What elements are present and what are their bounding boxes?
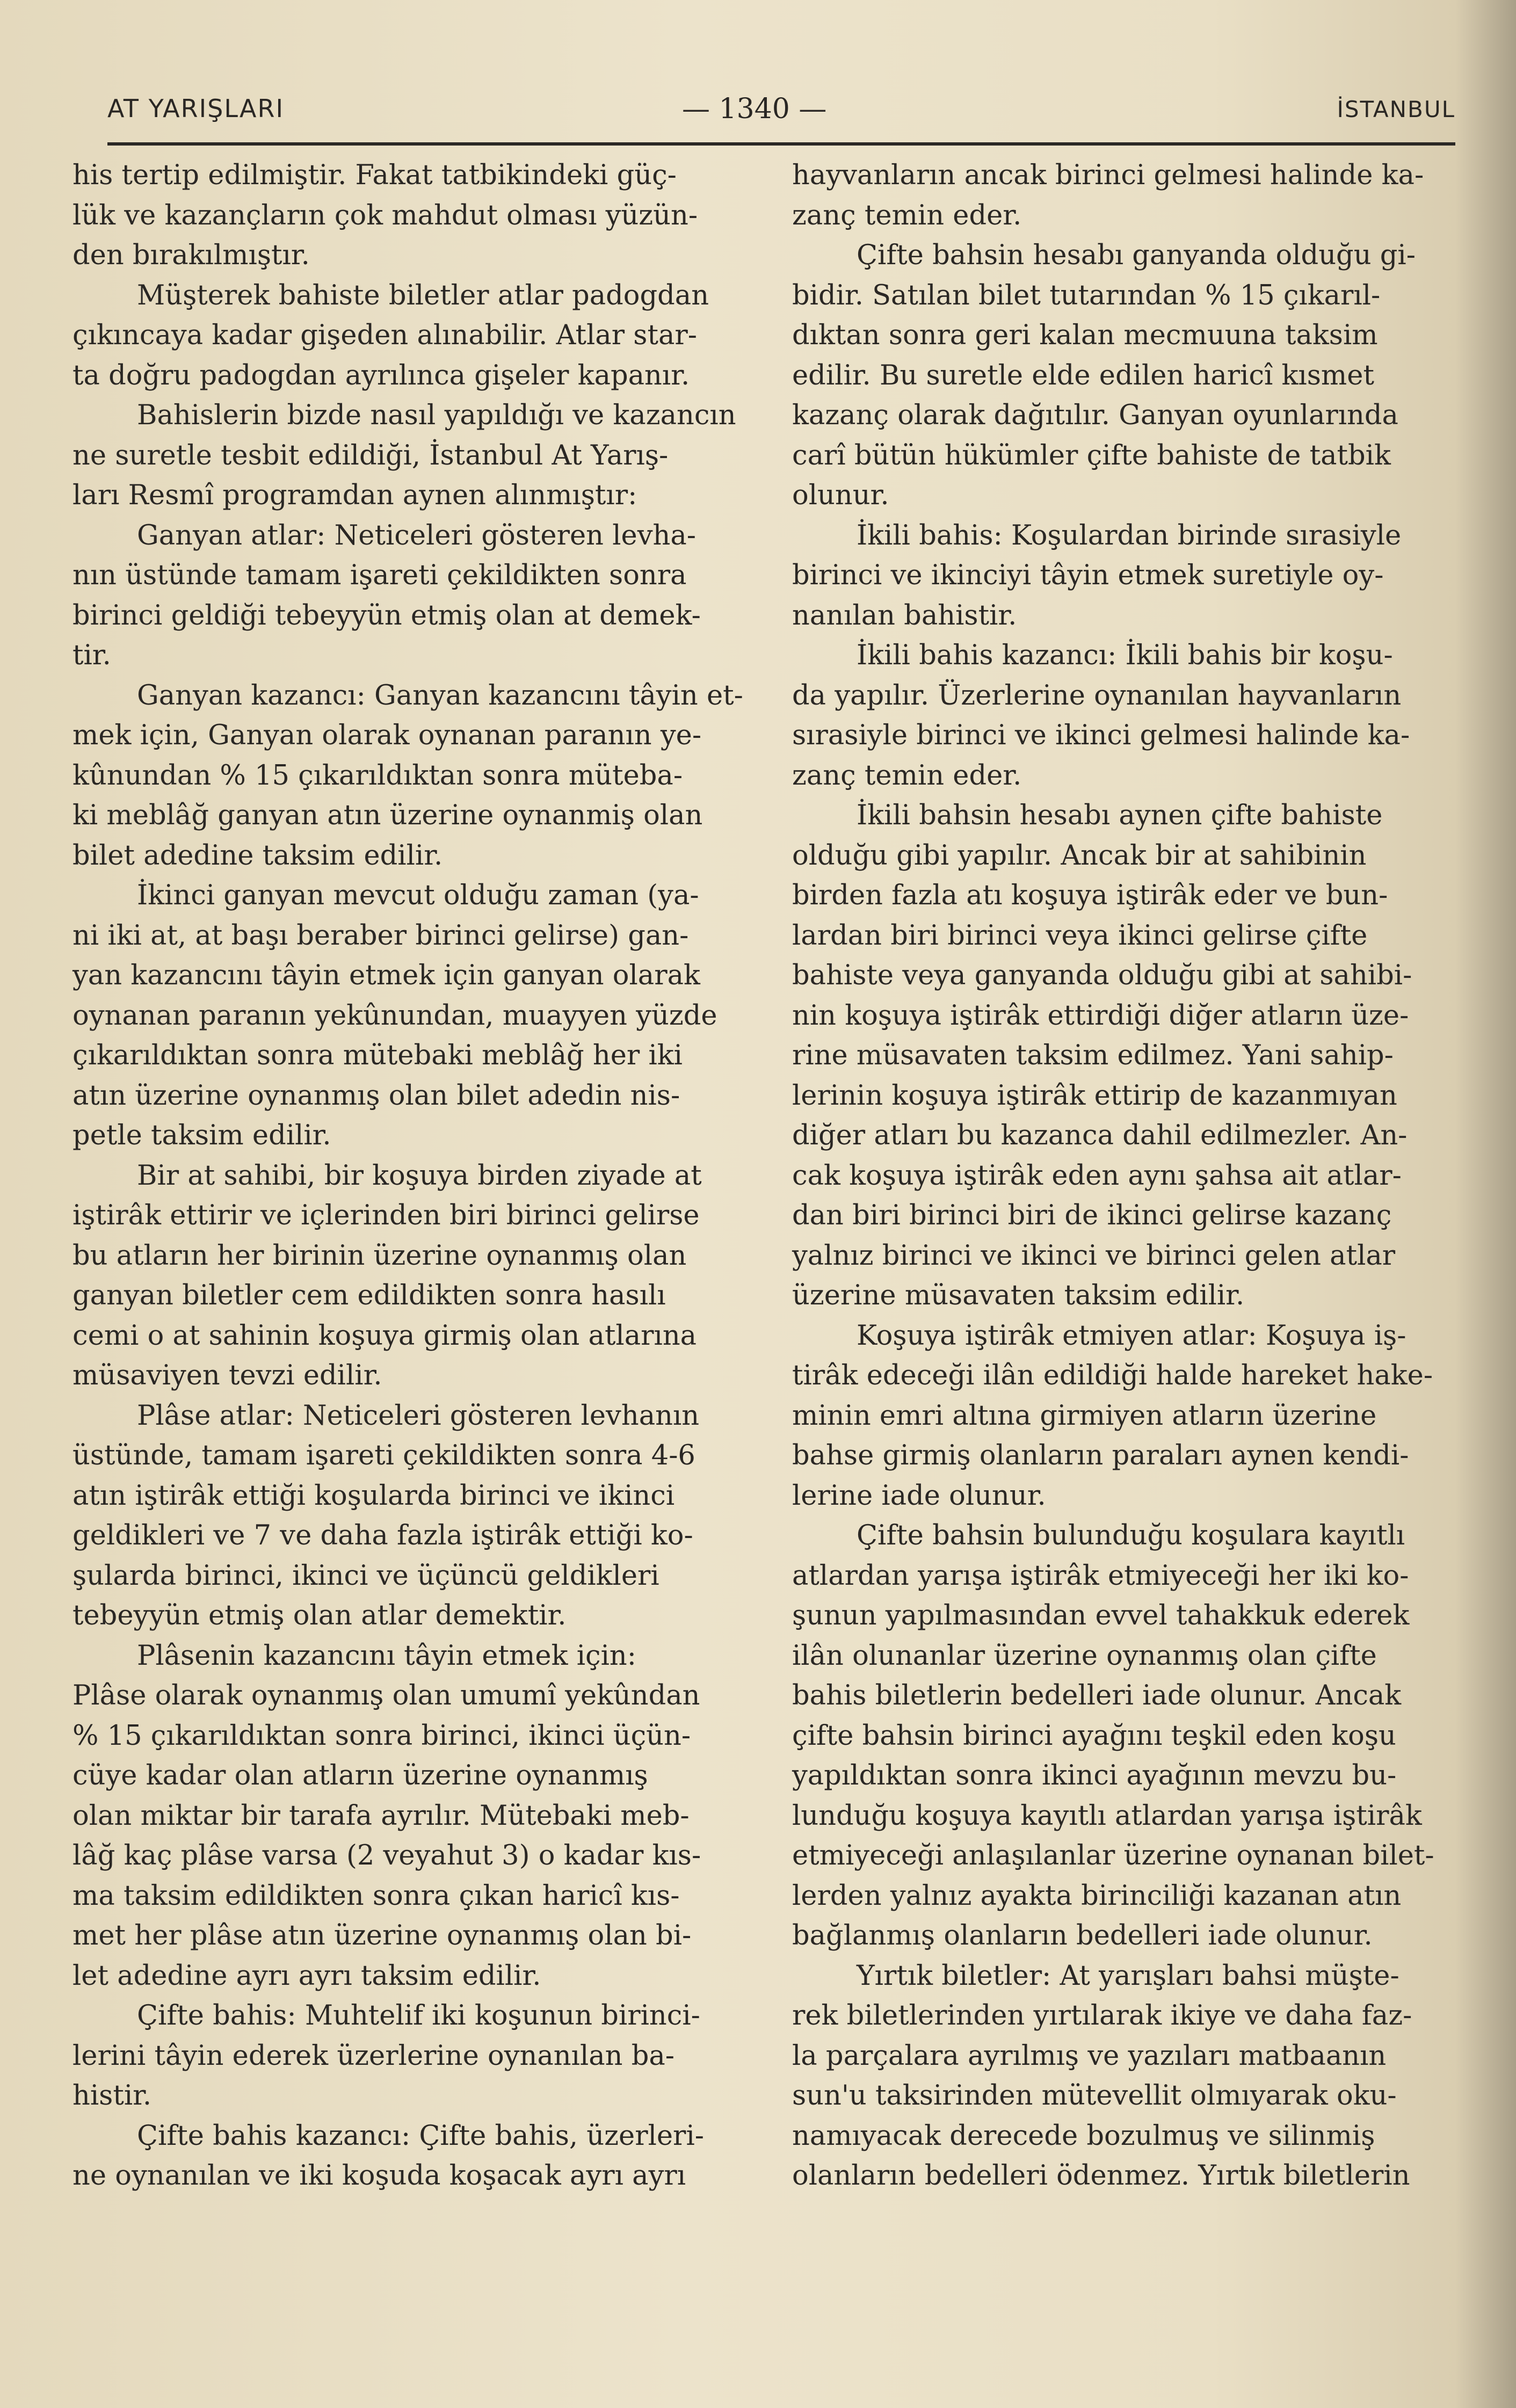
left-column-line: olan miktar bir tarafa ayrılır. Mütebaki meb- [72, 1800, 690, 1832]
left-column-line: Ganyan atlar: Neticeleri gösteren levha- [137, 519, 697, 552]
right-column-line: yalnız birinci ve ikinci ve birinci gelen atlar [792, 1239, 1396, 1272]
left-column-line: ne oynanılan ve iki koşuda koşacak ayrı ayrı [72, 2160, 686, 2192]
left-column-line: den bırakılmıştır. [72, 240, 310, 271]
header-rule [107, 142, 1455, 146]
right-column-line: nin koşuya iştirâk ettirdiği diğer atların üze- [792, 999, 1409, 1032]
right-column-line: edilir. Bu suretle elde edilen haricî kısmet [792, 359, 1374, 391]
page-number: — 1340 — [682, 93, 827, 125]
right-column-line: rek biletlerinden yırtılarak ikiye ve daha faz- [792, 2000, 1412, 2032]
left-column-line: Plâsenin kazancını tâyin etmek için: [137, 1640, 636, 1672]
left-column-line: lük ve kazançların çok mahdut olması yüzün- [72, 199, 698, 231]
left-column-line: ma taksim edildikten sonra çıkan haricî kıs- [72, 1880, 680, 1912]
page-header [107, 89, 1455, 137]
left-column-line: lâğ kaç plâse varsa (2 veyahut 3) o kadar kıs- [72, 1840, 701, 1872]
left-column-line: bilet adedine taksim edilir. [72, 839, 443, 872]
right-column-line: bağlanmış olanların bedelleri iade olunur. [792, 1920, 1373, 1952]
left-column-line: ları Resmî programdan aynen alınmıştır: [72, 480, 637, 511]
right-column-line: Koşuya iştirâk etmiyen atlar: Koşuya iş- [857, 1319, 1406, 1352]
left-column-line: met her plâse atın üzerine oynanmış olan bi- [72, 1920, 692, 1952]
right-column-line: tirâk edeceği ilân edildiği halde hareket hake- [792, 1360, 1433, 1391]
right-column-line: lardan biri birinci veya ikinci gelirse çifte [792, 919, 1368, 952]
left-column-line: his tertip edilmiştir. Fakat tatbikindeki güç- [72, 159, 677, 191]
left-column-line: ni iki at, at başı beraber birinci gelirse) gan- [72, 919, 689, 952]
left-column-line: iştirâk ettirir ve içlerinden biri birinci gelirse [72, 1200, 700, 1231]
left-column-line: Ganyan kazancı: Ganyan kazancını tâyin et- [137, 679, 743, 712]
left-column-line: kûnundan % 15 çıkarıldıktan sonra müteba- [72, 759, 683, 792]
left-column-line: atın iştirâk ettiği koşularda birinci ve ikinci [72, 1479, 675, 1512]
right-column-line: diğer atları bu kazanca dahil edilmezler. An- [792, 1120, 1408, 1151]
left-column-line: şularda birinci, ikinci ve üçüncü geldikleri [72, 1560, 659, 1592]
right-column-line: lerden yalnız ayakta birinciliği kazanan atın [792, 1880, 1402, 1912]
left-column-line: Plâse atlar: Neticeleri gösteren levhanın [137, 1399, 700, 1432]
right-column-line: üzerine müsavaten taksim edilir. [792, 1280, 1245, 1311]
left-column-line: % 15 çıkarıldıktan sonra birinci, ikinci üçün- [72, 1720, 691, 1752]
left-column-line: atın üzerine oynanmış olan bilet adedin nis- [72, 1079, 680, 1112]
right-column-line: zanç temin eder. [792, 759, 1022, 792]
right-column-line: da yapılır. Üzerlerine oynanılan hayvanların [792, 679, 1402, 712]
right-column-line: namıyacak derecede bozulmuş ve silinmiş [792, 2120, 1375, 2152]
left-column-line: Bahislerin bizde nasıl yapıldığı ve kazancın [137, 400, 736, 431]
left-column-line: Çifte bahis: Muhtelif iki koşunun birinci- [137, 2000, 700, 2032]
left-column-line: oynanan paranın yekûnundan, muayyen yüzde [72, 999, 717, 1032]
right-column-line: cak koşuya iştirâk eden aynı şahsa ait atlar- [792, 1159, 1402, 1192]
right-column-line: rine müsavaten taksim edilmez. Yani sahip- [792, 1040, 1394, 1071]
left-column-line: ne suretle tesbit edildiği, İstanbul At Yarış- [72, 439, 669, 472]
left-column-line: cemi o at sahinin koşuya girmiş olan atlarına [72, 1319, 697, 1352]
right-column-line: lerine iade olunur. [792, 1479, 1046, 1512]
left-column-line: üstünde, tamam işareti çekildikten sonra 4-6 [72, 1440, 695, 1471]
left-column-line: geldikleri ve 7 ve daha fazla iştirâk ettiği ko- [72, 1520, 693, 1551]
left-column-line: ki meblâğ ganyan atın üzerine oynanmiş olan [72, 800, 703, 831]
right-column-line: zanç temin eder. [792, 199, 1022, 231]
left-column-line: müsaviyen tevzi edilir. [72, 1360, 382, 1391]
right-column-line: bahis biletlerin bedelleri iade olunur. Ancak [792, 1680, 1402, 1711]
left-column-line: ta doğru padogdan ayrılınca gişeler kapanır. [72, 359, 690, 391]
left-column-line: İkinci ganyan mevcut olduğu zaman (ya- [137, 880, 699, 911]
running-section: İSTANBUL [1337, 96, 1455, 122]
left-column-line: mek için, Ganyan olarak oynanan paranın ye- [72, 720, 702, 751]
left-column-line: histir. [72, 2080, 152, 2112]
left-column-line: çıkıncaya kadar gişeden alınabilir. Atlar star- [72, 320, 697, 351]
left-column-line: tebeyyün etmiş olan atlar demektir. [72, 1600, 567, 1631]
right-column-line: dan biri birinci biri de ikinci gelirse kazanç [792, 1200, 1392, 1231]
right-column-line: kazanç olarak dağıtılır. Ganyan oyunlarında [792, 400, 1398, 431]
left-column-line: petle taksim edilir. [72, 1120, 331, 1151]
right-column-line: bidir. Satılan bilet tutarından % 15 çıkarıl- [792, 279, 1381, 311]
left-column-line: cüye kadar olan atların üzerine oynanmış [72, 1760, 648, 1792]
right-column-line: etmiyeceği anlaşılanlar üzerine oynanan bilet- [792, 1840, 1434, 1872]
right-column-line: sun'u taksirinden mütevellit olmıyarak oku- [792, 2080, 1397, 2112]
left-column-line: lerini tâyin ederek üzerlerine oynanılan ba- [72, 2040, 675, 2072]
left-column [72, 156, 744, 2196]
left-column-line: Çifte bahis kazancı: Çifte bahis, üzerleri- [137, 2120, 704, 2152]
left-column-line: tir. [72, 640, 111, 671]
right-column-line: carî bütün hükümler çifte bahiste de tatbik [792, 439, 1391, 472]
right-column-line: çifte bahsin birinci ayağını teşkil eden koşu [792, 1720, 1396, 1752]
running-title: AT YARIŞLARI [107, 94, 285, 123]
right-column-line: ilân olunanlar üzerine oynanmış olan çifte [792, 1640, 1377, 1672]
left-column-line: Plâse olarak oynanmış olan umumî yekûndan [72, 1680, 700, 1711]
right-column-line: sırasiyle birinci ve ikinci gelmesi halinde ka- [792, 720, 1410, 751]
left-column-line: Müşterek bahiste biletler atlar padogdan [137, 279, 709, 311]
right-column-line: şunun yapılmasından evvel tahakkuk ederek [792, 1600, 1410, 1631]
right-column-line: olanların bedelleri ödenmez. Yırtık biletlerin [792, 2160, 1410, 2192]
right-column-line: bahiste veya ganyanda olduğu gibi at sahibi- [792, 960, 1412, 991]
right-column-line: dıktan sonra geri kalan mecmuuna taksim [792, 320, 1378, 351]
right-column-line: Çifte bahsin hesabı ganyanda olduğu gi- [857, 240, 1416, 271]
right-column-line: lunduğu koşuya kayıtlı atlardan yarışa iştirâk [792, 1800, 1422, 1832]
right-column-line: Çifte bahsin bulunduğu koşulara kayıtlı [857, 1520, 1405, 1551]
right-column-line: İkili bahsin hesabı aynen çifte bahiste [857, 800, 1383, 831]
right-column-line: olunur. [792, 480, 889, 511]
right-column-line: lerinin koşuya iştirâk ettirip de kazanmıyan [792, 1079, 1397, 1112]
right-column-line: İkili bahis: Koşulardan birinde sırasiyle [857, 519, 1402, 552]
right-column-line: birden fazla atı koşuya iştirâk eder ve bun- [792, 880, 1388, 911]
left-column-line: çıkarıldıktan sonra mütebaki meblâğ her iki [72, 1040, 683, 1071]
left-column-line: nın üstünde tamam işareti çekildikten sonra [72, 560, 687, 591]
right-column-line: hayvanların ancak birinci gelmesi halinde ka- [792, 159, 1424, 191]
left-column-line: bu atların her birinin üzerine oynanmış olan [72, 1239, 687, 1272]
left-column-line: yan kazancını tâyin etmek için ganyan olarak [72, 960, 700, 991]
right-column-line: minin emri altına girmiyen atların üzerine [792, 1399, 1377, 1432]
right-column-line: Yırtık biletler: At yarışları bahsi müşte- [857, 1960, 1399, 1992]
right-column-line: İkili bahis kazancı: İkili bahis bir koşu- [857, 640, 1393, 671]
right-column-line: birinci ve ikinciyi tâyin etmek suretiyle oy- [792, 560, 1384, 591]
right-column-line: nanılan bahistir. [792, 599, 1017, 632]
left-column-line: ganyan biletler cem edildikten sonra hasılı [72, 1280, 666, 1311]
left-column-line: Bir at sahibi, bir koşuya birden ziyade at [137, 1159, 702, 1192]
left-column-line: birinci geldiği tebeyyün etmiş olan at demek- [72, 599, 701, 632]
right-column-line: la parçalara ayrılmış ve yazıları matbaanın [792, 2040, 1387, 2072]
right-column [792, 156, 1463, 2196]
left-column-line: let adedine ayrı ayrı taksim edilir. [72, 1960, 541, 1992]
right-column-line: yapıldıktan sonra ikinci ayağının mevzu bu- [792, 1760, 1397, 1792]
right-column-line: bahse girmiş olanların paraları aynen kendi- [792, 1440, 1409, 1471]
right-column-line: atlardan yarışa iştirâk etmiyeceği her iki ko- [792, 1560, 1409, 1592]
right-column-line: olduğu gibi yapılır. Ancak bir at sahibinin [792, 839, 1367, 872]
